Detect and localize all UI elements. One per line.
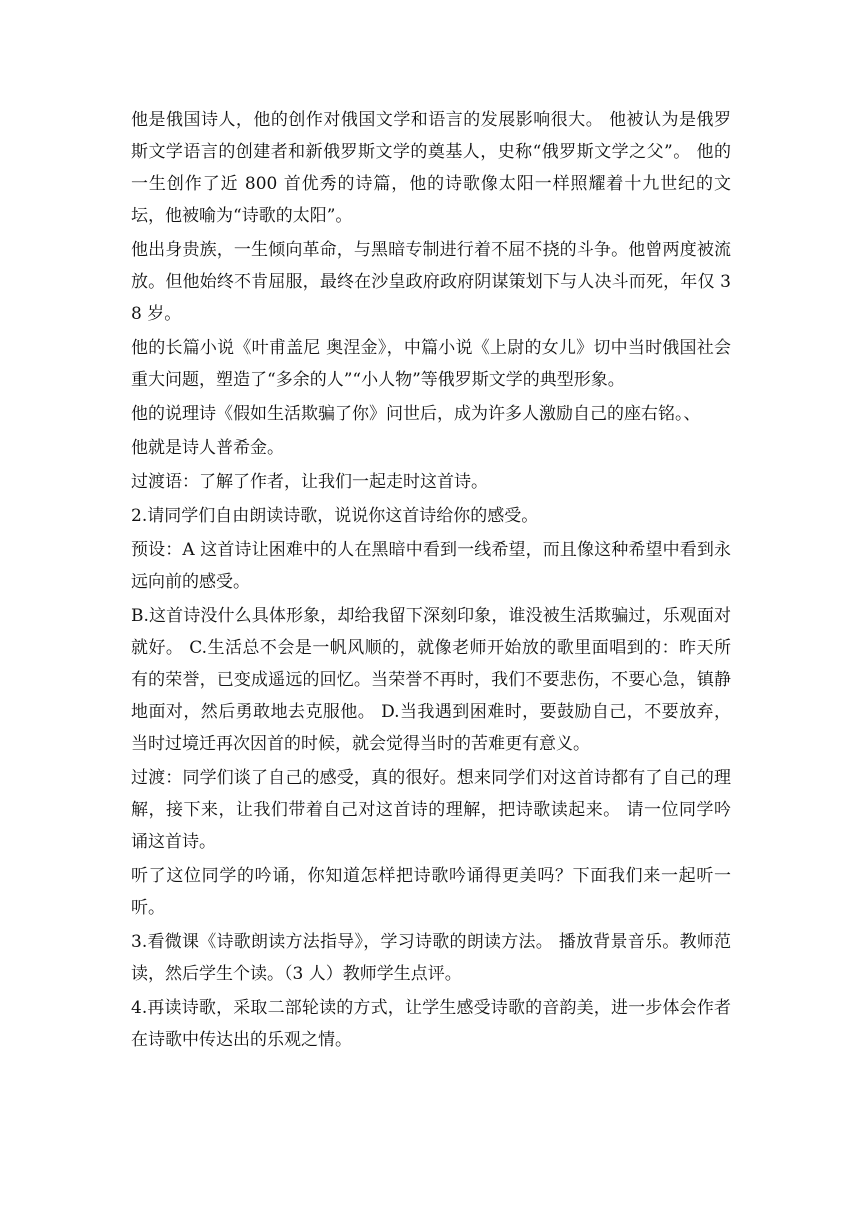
- paragraph-step-4: 4.再读诗歌，采取二部轮读的方式，让学生感受诗歌的音韵美，进一步体会作者在诗歌中传达出的乐观之情。: [131, 998, 731, 1050]
- paragraph-transition-1: 过渡语：了解了作者，让我们一起走时这首诗。: [131, 472, 488, 492]
- paragraph-author-life: 他出身贵族，一生倾向革命，与黑暗专制进行着不屈不挠的斗争。他曾两度被流放。但他始终不肯屈服，最终在沙皇政府政府阴谋策划下与人决斗而死，年仅 38 岁。: [131, 240, 731, 324]
- paragraph-preset-a: 预设：A 这首诗让困难中的人在黑暗中看到一线希望，而且像这种希望中看到永远向前的感受。: [131, 540, 731, 592]
- document-page: [131, 104, 731, 1058]
- paragraph-author-reveal: 他就是诗人普希金。: [131, 438, 284, 458]
- paragraph-listen: 听了这位同学的吟诵，你知道怎样把诗歌吟诵得更美吗？下面我们来一起听一听。: [131, 866, 731, 918]
- paragraph-author-intro: 他是俄国诗人，他的创作对俄国文学和语言的发展影响很大。 他被认为是俄罗斯文学语言的创建者和新俄罗斯文学的奠基人，史称“俄罗斯文学之父”。 他的一生创作了近 800 首优秀的诗篇，他的诗歌像太阳一样照耀着十九世纪的文坛，他被喻为“诗歌的太阳”。: [131, 110, 731, 226]
- paragraph-step-2: 2.请同学们自由朗读诗歌，说说你这首诗给你的感受。: [131, 506, 539, 526]
- paragraph-author-works: 他的长篇小说《叶甫盖尼 奥涅金》，中篇小说《上尉的女儿》切中当时俄国社会重大问题，塑造了“多余的人”“小人物”等俄罗斯文学的典型形象。: [131, 338, 731, 390]
- paragraph-step-3: 3.看微课《诗歌朗读方法指导》，学习诗歌的朗读方法。 播放背景音乐。教师范读，然后学生个读。（3 人）教师学生点评。: [131, 932, 731, 984]
- paragraph-poem-influence: 他的说理诗《假如生活欺骗了你》问世后，成为许多人激励自己的座右铭。、: [131, 404, 701, 424]
- paragraph-preset-bcd: B.这首诗没什么具体形象，却给我留下深刻印象，谁没被生活欺骗过，乐观面对就好。 C.生活总不会是一帆风顺的，就像老师开始放的歌里面唱到的：昨天所有的荣誉，已变成遥远的回忆。当荣誉不再时，我们不要悲伤，不要心急，镇静地面对，然后勇敢地去克服他。 D.当我遇到困难时，要鼓励自己，不要放弃，当时过境迁再次因首的时候，就会觉得当时的苦难更有意义。: [131, 606, 731, 754]
- paragraph-transition-2: 过渡：同学们谈了自己的感受，真的很好。想来同学们对这首诗都有了自己的理解，接下来，让我们带着自己对这首诗的理解，把诗歌读起来。 请一位同学吟诵这首诗。: [131, 768, 731, 852]
